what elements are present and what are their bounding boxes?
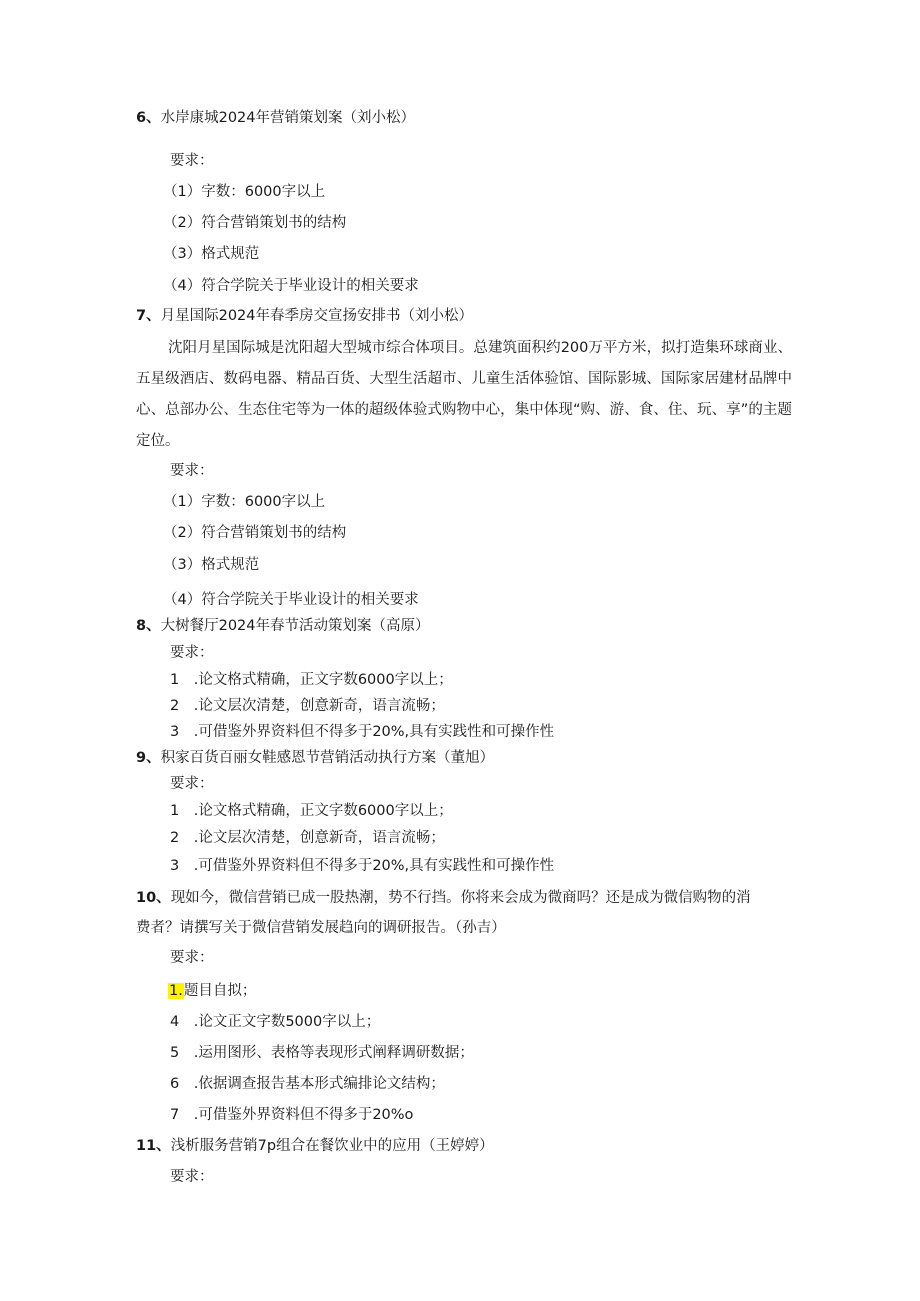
requirement-item: （4）符合学院关于毕业设计的相关要求 bbox=[163, 278, 419, 294]
item-number: 8、 bbox=[136, 618, 161, 634]
requirement-item bbox=[168, 981, 256, 1001]
requirement-item: 3 .可借鉴外界资料但不得多于20%,具有实践性和可操作性 bbox=[170, 724, 555, 740]
requirement-item: 1 .论文格式精确，正文字数6000字以上； bbox=[170, 672, 453, 688]
requirement-text: 题目自拟； bbox=[183, 983, 257, 999]
requirements-label: 要求： bbox=[170, 153, 214, 169]
item-number: 6、 bbox=[136, 110, 161, 126]
item-10-title bbox=[136, 888, 751, 908]
requirement-item: （2）符合营销策划书的结构 bbox=[163, 215, 347, 231]
item-8-title bbox=[136, 616, 430, 636]
item-title-text: 大树餐厅2024年春节活动策划案（高原） bbox=[160, 618, 430, 634]
item-7-description: 沈阳月星国际城是沈阳超大型城市综合体项目。总建筑面积约200万平方米，拟打造集环球商业、五星级酒店、数码电器、精品百货、大型生活超市、儿童生活体验馆、国际影城、国际家居建材品牌中心、总部办公、生态住宅等为一体的超级体验式购物中心，集中体现“购、游、食、住、玩、享”的主题定位。 bbox=[136, 340, 792, 449]
item-title-text: 积家百货百丽女鞋感恩节营销活动执行方案（董旭） bbox=[160, 750, 495, 766]
requirement-item: （1）字数：6000字以上 bbox=[163, 494, 326, 510]
requirement-item: 3 .可借鉴外界资料但不得多于20%,具有实践性和可操作性 bbox=[170, 858, 555, 874]
item-number: 9、 bbox=[136, 750, 161, 766]
highlighted-number: 1. bbox=[169, 983, 183, 999]
item-title-text: 水岸康城2024年营销策划案（刘小松） bbox=[160, 110, 415, 126]
item-10-title-continued: 费者？请撰写关于微信营销发展趋向的调研报告。（孙吉） bbox=[136, 920, 506, 936]
requirements-label: 要求： bbox=[170, 950, 214, 966]
item-title-text: 现如今，微信营销已成一股热潮，势不行挡。你将来会成为微商吗？还是成为微信购物的消 bbox=[170, 890, 751, 906]
requirement-item: 6 .依据调查报告基本形式编排论文结构； bbox=[170, 1076, 445, 1092]
requirement-item: 2 .论文层次清楚，创意新奇，语言流畅； bbox=[170, 698, 445, 714]
item-number: 7、 bbox=[136, 308, 161, 324]
requirement-item: 7 .可借鉴外界资料但不得多于20%o bbox=[170, 1107, 414, 1123]
requirements-label: 要求： bbox=[170, 776, 214, 792]
requirements-label: 要求： bbox=[170, 1169, 214, 1185]
item-9-title bbox=[136, 748, 494, 768]
requirement-item: （2）符合营销策划书的结构 bbox=[163, 525, 347, 541]
requirements-label: 要求： bbox=[170, 463, 214, 479]
item-title-text: 浅析服务营销7p组合在餐饮业中的应用（王婷婷） bbox=[170, 1138, 494, 1154]
item-6-title bbox=[136, 108, 415, 128]
requirement-item: （4）符合学院关于毕业设计的相关要求 bbox=[163, 592, 419, 608]
requirement-item: 1 .论文格式精确，正文字数6000字以上； bbox=[170, 803, 453, 819]
requirement-item: 4 .论文正文字数5000字以上； bbox=[170, 1014, 381, 1030]
requirement-item: （3）格式规范 bbox=[163, 557, 260, 573]
requirements-label: 要求： bbox=[170, 645, 214, 661]
item-number: 10、 bbox=[136, 890, 171, 906]
requirement-item: （1）字数：6000字以上 bbox=[163, 184, 326, 200]
requirement-item: 2 .论文层次清楚，创意新奇，语言流畅； bbox=[170, 830, 445, 846]
item-11-title bbox=[136, 1136, 494, 1156]
item-7-title bbox=[136, 306, 473, 326]
requirement-item: 5 .运用图形、表格等表现形式阐释调研数据； bbox=[170, 1045, 474, 1061]
item-title-text: 月星国际2024年春季房交宣扬安排书（刘小松） bbox=[160, 308, 473, 324]
item-number: 11、 bbox=[136, 1138, 171, 1154]
requirement-item: （3）格式规范 bbox=[163, 246, 260, 262]
